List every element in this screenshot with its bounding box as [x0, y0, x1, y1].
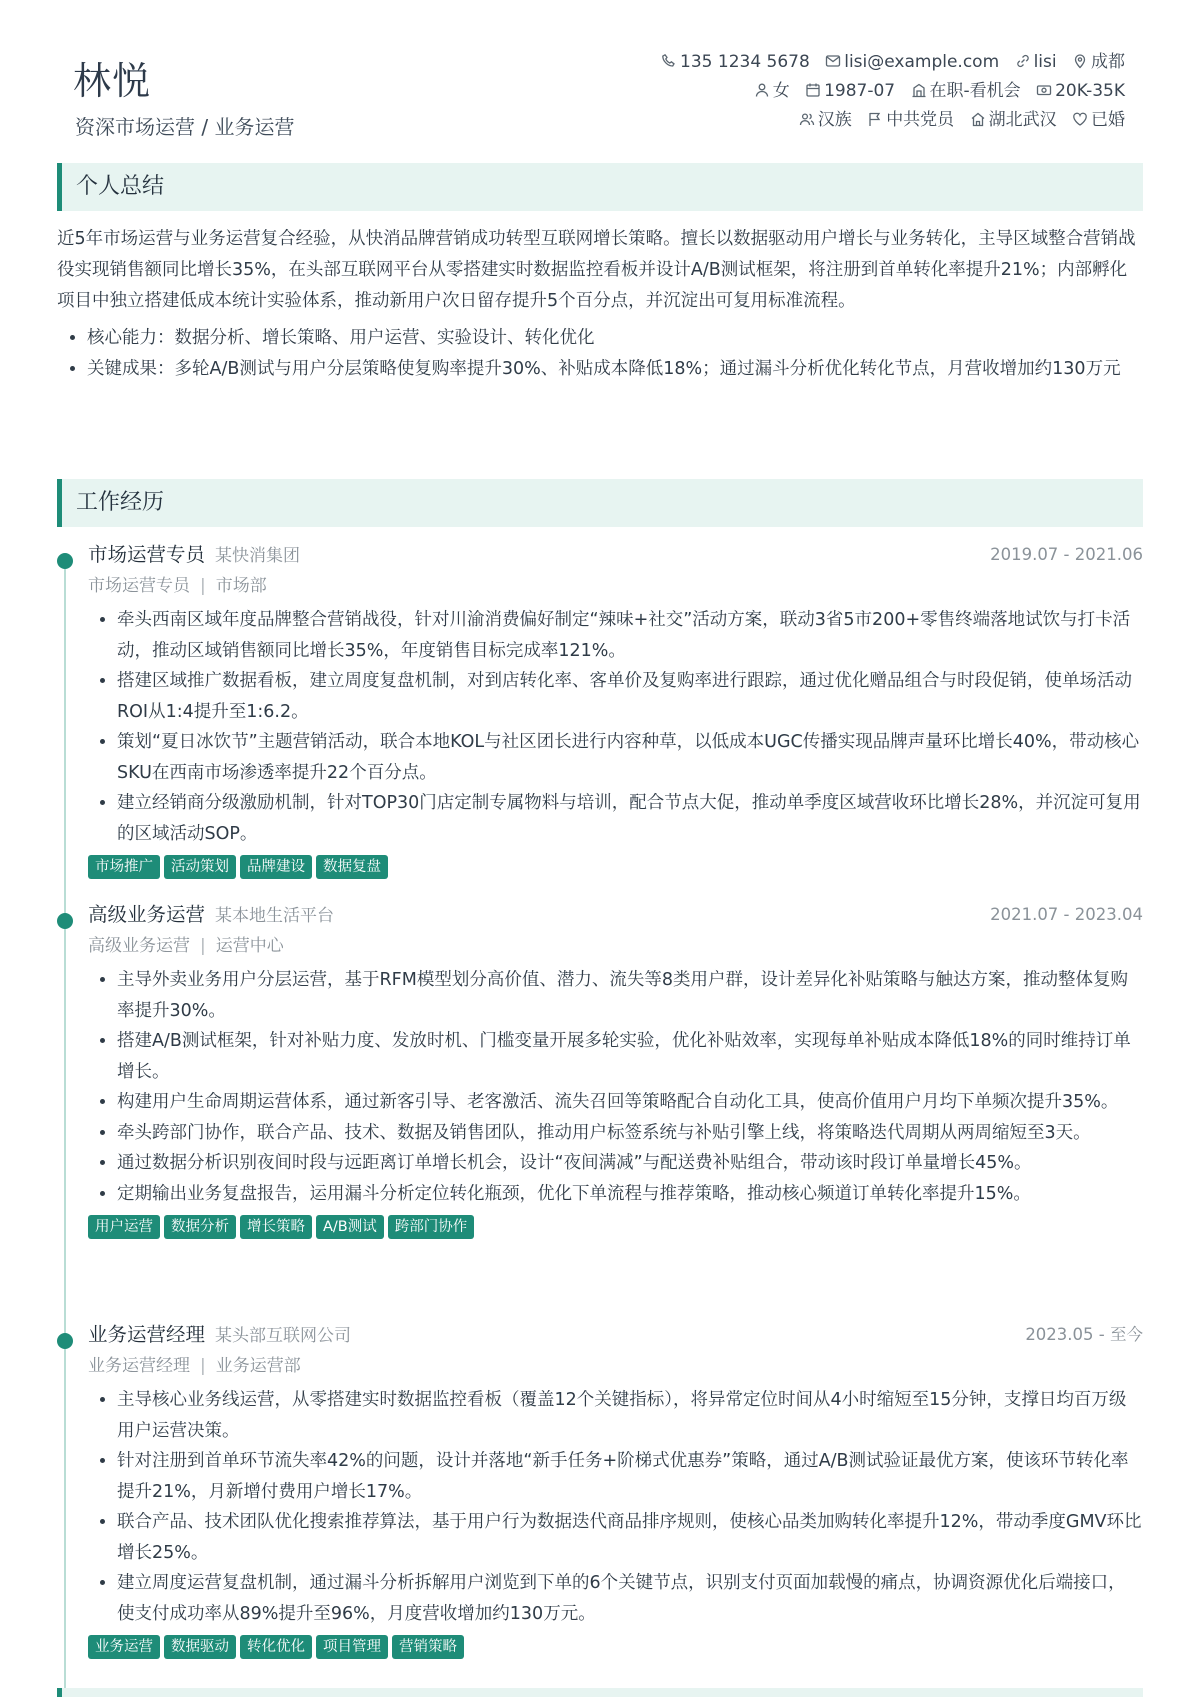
skill-tag: 市场推广 [88, 855, 160, 879]
job-bullet: • 主导外卖业务用户分层运营，基于RFM模型划分高价值、潜力、流失等8类用户群，设计差异化补贴策略与触达方案，推动整体复购率提升30%。 [117, 965, 1143, 1026]
calendar-icon [805, 82, 821, 98]
job-header [57, 899, 1143, 931]
job-company: 某头部互联网公司 [215, 1326, 352, 1346]
salary-icon [1036, 82, 1052, 98]
skill-tag: 增长策略 [240, 1215, 312, 1239]
contact-city: 成都 [1072, 48, 1125, 77]
job-date: 2023.05 - 至今 [1025, 1325, 1143, 1344]
summary-bullet: • 关键成果：多轮A/B测试与用户分层策略使复购率提升30%、补贴成本降低18%；通过漏斗分析优化转化节点，月营收增加约130万元 [87, 354, 1143, 385]
summary-paragraph: 近5年市场运营与业务运营复合经验，从快消品牌营销成功转型互联网增长策略。擅长以数据驱动用户增长与业务转化，主导区域整合营销战役实现销售额同比增长35%，在头部互联网平台从零搭建实时数据监控看板并设计A/B测试框架，将注册到首单转化率提升21%；内部孵化项目中独立搭建低成本统计实验体系，推动新用户次日留存提升5个百分点，并沉淀出可复用标准流程。 [57, 229, 1136, 311]
section-header-next [57, 1688, 1143, 1697]
job-bullet: • 牵头西南区域年度品牌整合营销战役，针对川渝消费偏好制定“辣味+社交”活动方案，联动3省5市200+零售终端落地试饮与打卡活动，推动区域销售额同比增长35%，年度销售目标完成率121%。 [117, 605, 1143, 666]
contact-salary: 20K-35K [1036, 77, 1125, 106]
job-role: 高级业务运营 [88, 903, 206, 926]
skill-tag: 业务运营 [88, 1635, 160, 1659]
job-bullet: • 定期输出业务复盘报告，运用漏斗分析定位转化瓶颈，优化下单流程与推荐策略，推动核心频道订单转化率提升15%。 [117, 1179, 1143, 1210]
section-header-experience [57, 479, 1143, 527]
job-date: 2019.07 - 2021.06 [990, 545, 1143, 564]
heart-icon [1072, 111, 1088, 127]
people-icon [799, 111, 815, 127]
job-header [57, 539, 1143, 571]
summary-section [57, 224, 1143, 385]
contact-gender: 女 [754, 77, 790, 106]
job-bullet: • 通过数据分析识别夜间时段与远距离订单增长机会，设计“夜间满减”与配送费补贴组合，带动该时段订单量增长45%。 [117, 1148, 1143, 1179]
job-bullet: • 建立周度运营复盘机制，通过漏斗分析拆解用户浏览到下单的6个关键节点，识别支付页面加载慢的痛点，协调资源优化后端接口，使支付成功率从89%提升至96%，月度营收增加约130万元。 [117, 1568, 1143, 1629]
contact-link: lisi [1015, 48, 1057, 77]
contact-row [651, 77, 1125, 106]
section-title: 工作经历 [76, 490, 165, 515]
skill-tag: 项目管理 [316, 1635, 388, 1659]
location-icon [1072, 53, 1088, 69]
skill-tag: 用户运营 [88, 1215, 160, 1239]
job-bullet: • 牵头跨部门协作，联合产品、技术、数据及销售团队，推动用户标签系统与补贴引擎上线，将策略迭代周期从两周缩短至3天。 [117, 1118, 1143, 1149]
contact-marital: 已婚 [1072, 106, 1125, 135]
job-tags [57, 1215, 1143, 1241]
skill-tag: 数据复盘 [316, 855, 388, 879]
job-bullet: • 联合产品、技术团队优化搜索推荐算法，基于用户行为数据迭代商品排序规则，使核心品类加购转化率提升12%，带动季度GMV环比增长25%。 [117, 1507, 1143, 1568]
contact-row [651, 48, 1125, 77]
skill-tag: 品牌建设 [240, 855, 312, 879]
divider: | [200, 936, 206, 956]
job-subrole: 高级业务运营 [88, 936, 190, 956]
job-bullets [57, 1385, 1143, 1629]
phone-icon [661, 53, 677, 69]
job-bullet: • 建立经销商分级激励机制，针对TOP30门店定制专属物料与培训，配合节点大促，推动单季度区域营收环比增长28%，并沉淀可复用的区域活动SOP。 [117, 788, 1143, 849]
divider: | [200, 1356, 206, 1376]
section-title: 个人总结 [76, 174, 165, 199]
section-header-summary [57, 163, 1143, 211]
mail-icon [825, 53, 841, 69]
job-subrole: 业务运营经理 [88, 1356, 190, 1376]
job-subline [57, 571, 1143, 601]
skill-tag: 活动策划 [164, 855, 236, 879]
job-subline [57, 1351, 1143, 1381]
candidate-name: 林悦 [73, 59, 152, 103]
job-bullets [57, 605, 1143, 849]
skill-tag: 营销策略 [392, 1635, 464, 1659]
job-role: 市场运营专员 [88, 543, 206, 566]
flag-icon [867, 111, 883, 127]
job-tags [57, 855, 1143, 881]
contact-politics: 中共党员 [867, 106, 954, 135]
job-department: 运营中心 [215, 936, 284, 956]
contact-ethnicity: 汉族 [799, 106, 852, 135]
skill-tag: 数据分析 [164, 1215, 236, 1239]
skill-tag: 转化优化 [240, 1635, 312, 1659]
job-entry [57, 899, 1143, 1241]
job-company: 某本地生活平台 [215, 906, 335, 926]
job-date: 2021.07 - 2023.04 [990, 905, 1143, 924]
skill-tag: 数据驱动 [164, 1635, 236, 1659]
job-bullets [57, 965, 1143, 1209]
contact-status: 在职-看机会 [911, 77, 1021, 106]
summary-bullet: • 核心能力：数据分析、增长策略、用户运营、实验设计、转化优化 [87, 323, 1143, 354]
job-entry [57, 539, 1143, 881]
skill-tag: A/B测试 [316, 1215, 384, 1239]
contact-row [651, 106, 1125, 135]
job-bullet: • 搭建区域推广数据看板，建立周度复盘机制，对到店转化率、客单价及复购率进行跟踪，通过优化赠品组合与时段促销，使单场活动ROI从1:4提升至1:6.2。 [117, 666, 1143, 727]
job-header [57, 1319, 1143, 1351]
home-icon [970, 111, 986, 127]
skill-tag: 跨部门协作 [388, 1215, 475, 1239]
job-bullet: • 主导核心业务线运营，从零搭建实时数据监控看板（覆盖12个关键指标），将异常定位时间从4小时缩短至15分钟，支撑日均百万级用户运营决策。 [117, 1385, 1143, 1446]
contact-phone: 135 1234 5678 [661, 48, 810, 77]
job-bullet: • 构建用户生命周期运营体系，通过新客引导、老客激活、流失召回等策略配合自动化工具，使高价值用户月均下单频次提升35%。 [117, 1087, 1143, 1118]
job-subline [57, 931, 1143, 961]
contact-info [651, 48, 1125, 135]
job-role: 业务运营经理 [88, 1323, 206, 1346]
job-bullet: • 针对注册到首单环节流失率42%的问题，设计并落地“新手任务+阶梯式优惠券”策略，通过A/B测试验证最优方案，使该环节转化率提升21%，月新增付费用户增长17%。 [117, 1446, 1143, 1507]
contact-email: lisi@example.com [825, 48, 999, 77]
candidate-title: 资深市场运营 / 业务运营 [75, 115, 295, 139]
job-department: 市场部 [215, 576, 267, 596]
person-icon [754, 82, 770, 98]
link-icon [1015, 53, 1031, 69]
contact-birth: 1987-07 [805, 77, 895, 106]
summary-bullets [57, 323, 1143, 385]
building-icon [911, 82, 927, 98]
divider: | [200, 576, 206, 596]
job-bullet: • 搭建A/B测试框架，针对补贴力度、发放时机、门槛变量开展多轮实验，优化补贴效率，实现每单补贴成本降低18%的同时维持订单增长。 [117, 1026, 1143, 1087]
contact-hometown: 湖北武汉 [970, 106, 1057, 135]
job-department: 业务运营部 [215, 1356, 301, 1376]
job-subrole: 市场运营专员 [88, 576, 190, 596]
job-company: 某快消集团 [215, 546, 301, 566]
job-tags [57, 1635, 1143, 1661]
job-entry [57, 1319, 1143, 1661]
job-bullet: • 策划“夏日冰饮节”主题营销活动，联合本地KOL与社区团长进行内容种草，以低成本UGC传播实现品牌声量环比增长40%，带动核心SKU在西南市场渗透率提升22个百分点。 [117, 727, 1143, 788]
